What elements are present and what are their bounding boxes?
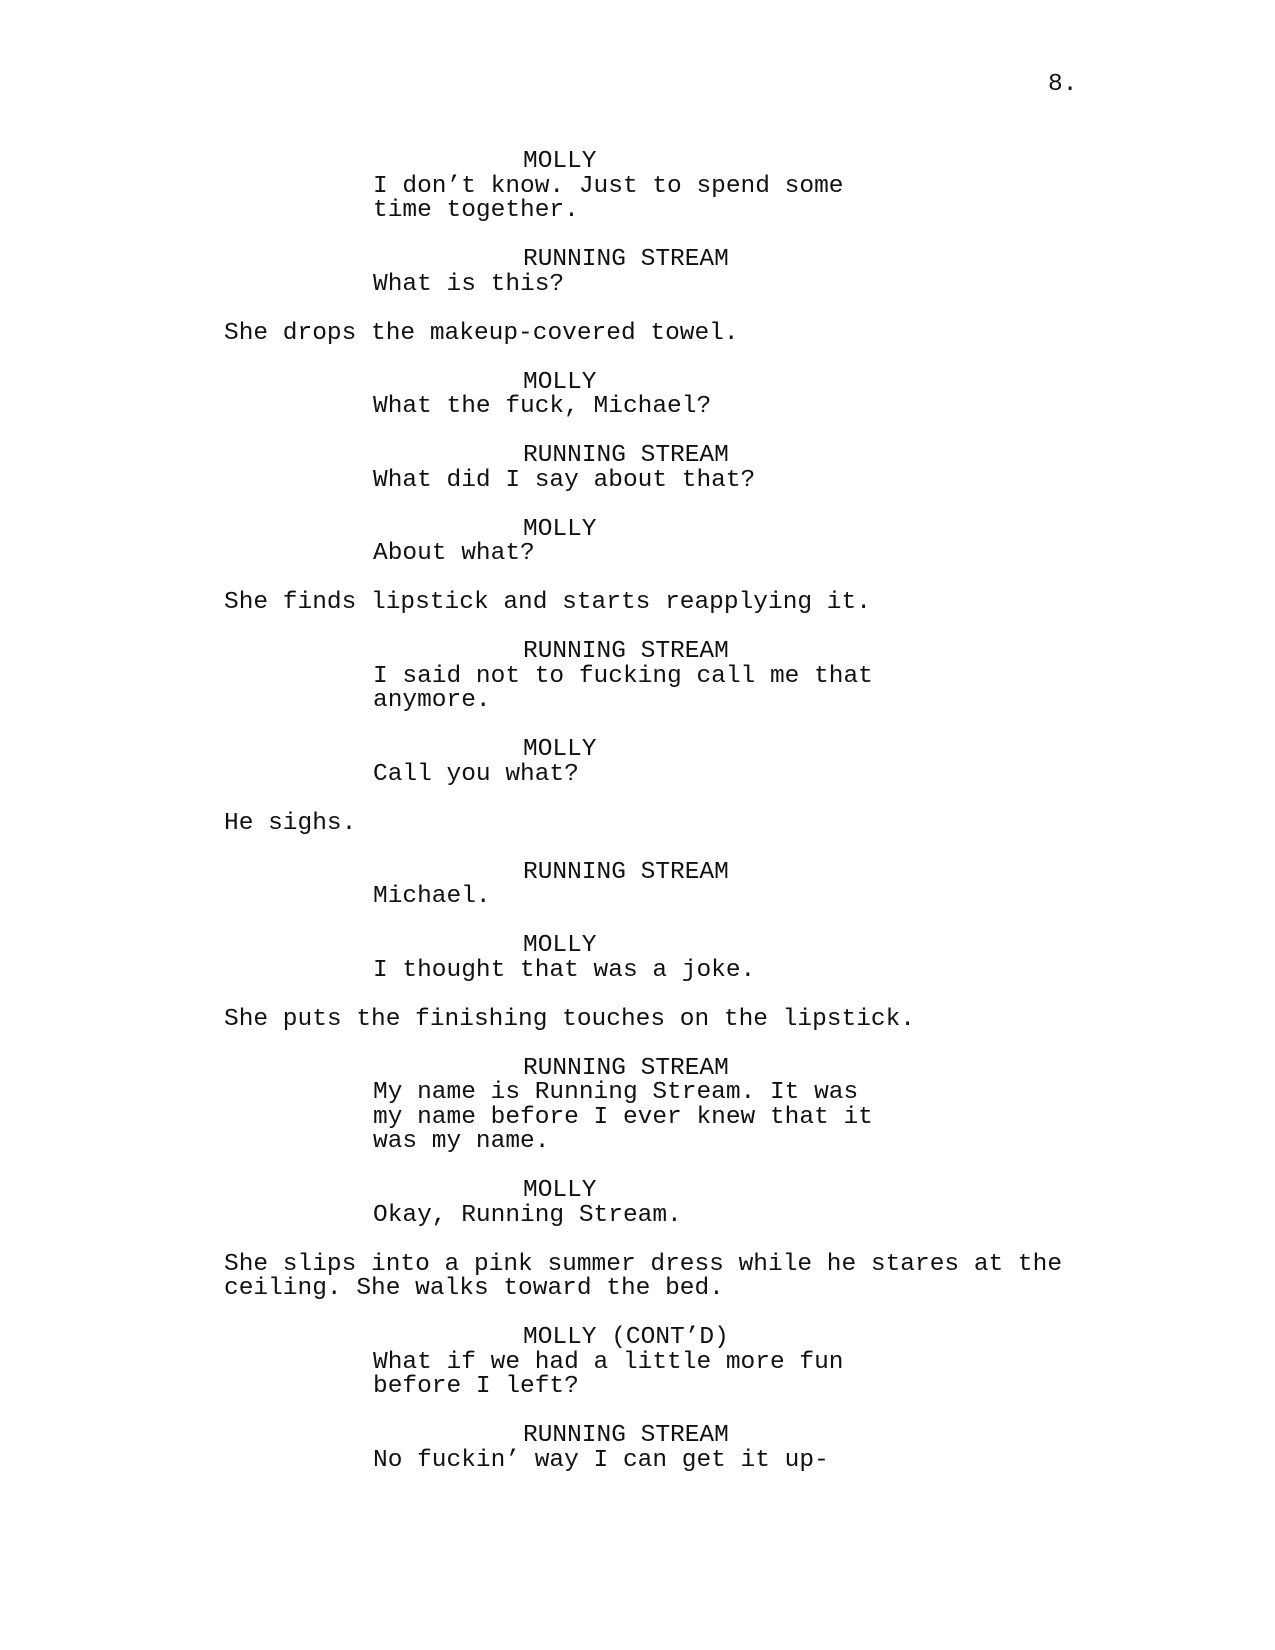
character-name: RUNNING STREAM [523, 1054, 729, 1082]
action-line: She drops the makeup-covered towel. [224, 319, 739, 347]
character-name: RUNNING STREAM [523, 638, 729, 665]
character-name: MOLLY [523, 368, 597, 396]
dialogue-line: What did I say about that? [373, 466, 756, 494]
character-name: RUNNING STREAM [523, 442, 729, 469]
dialogue-line: I don’t know. Just to spend some time together. [373, 172, 844, 224]
dialogue-line: About what? [373, 540, 535, 567]
character-name: RUNNING STREAM [523, 858, 729, 886]
dialogue-line: Okay, Running Stream. [373, 1201, 682, 1229]
dialogue-line: My name is Running Stream. It was my name before I ever knew that it was my name. [373, 1079, 873, 1155]
character-name: MOLLY [523, 932, 597, 959]
character-name: MOLLY [523, 1177, 597, 1204]
character-name: RUNNING STREAM [523, 1422, 729, 1449]
dialogue-line: What if we had a little more fun before I left? [373, 1348, 844, 1400]
dialogue-line: I thought that was a joke. [373, 956, 756, 984]
screenplay-body [0, 150, 1275, 1498]
dialogue-line: What is this? [373, 270, 565, 298]
page-number: 8. [1048, 71, 1078, 98]
dialogue-line: What the fuck, Michael? [373, 393, 712, 420]
action-line: She puts the finishing touches on the lipstick. [224, 1005, 916, 1033]
dialogue-line: Michael. [373, 883, 491, 910]
action-line: She finds lipstick and starts reapplying it. [224, 589, 871, 616]
character-name: MOLLY [523, 148, 597, 175]
dialogue-line: Call you what? [373, 760, 579, 788]
dialogue-line: I said not to fucking call me that anymore. [373, 662, 873, 714]
dialogue-line: No fuckin’ way I can get it up- [373, 1446, 829, 1474]
character-name: MOLLY (CONT’D) [523, 1324, 729, 1351]
character-name: MOLLY [523, 515, 597, 543]
character-name: RUNNING STREAM [523, 246, 729, 273]
action-line: He sighs. [224, 809, 357, 837]
character-name: MOLLY [523, 736, 597, 763]
action-line: She slips into a pink summer dress while he stares at the ceiling. She walks toward the bed. [224, 1250, 1063, 1302]
